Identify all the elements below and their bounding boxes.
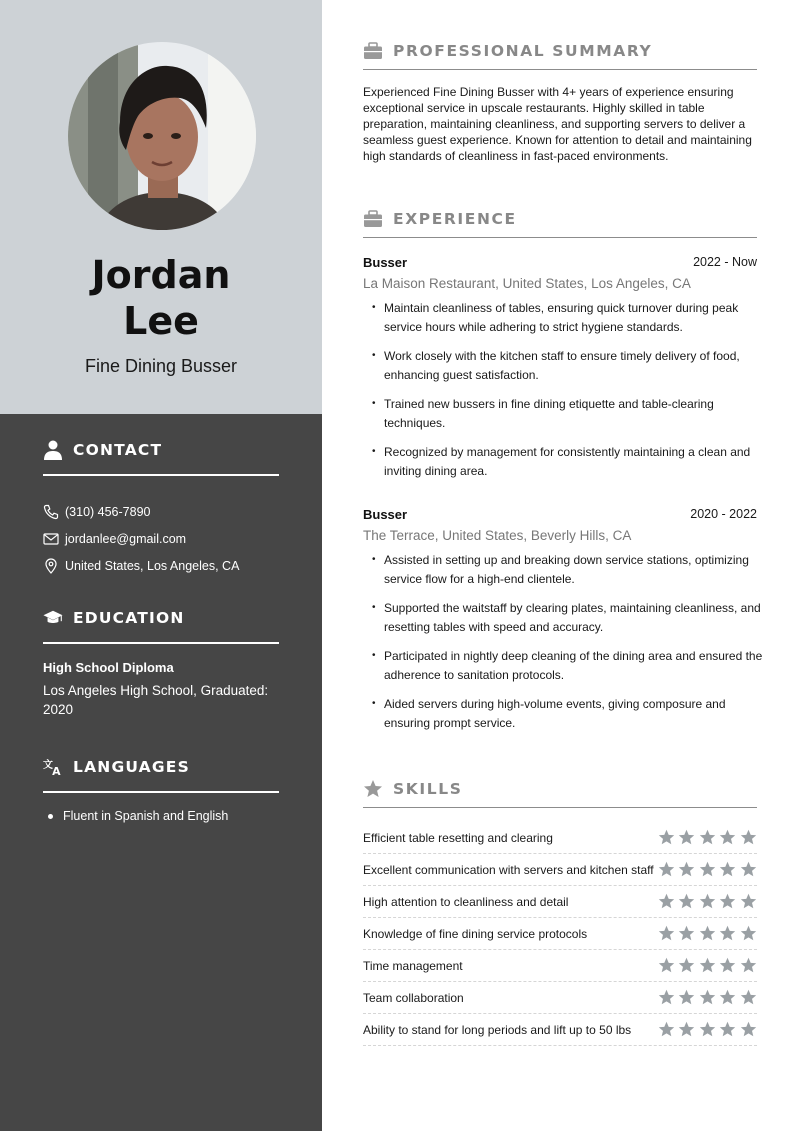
skill-rating	[654, 925, 757, 942]
skill-row	[363, 1014, 757, 1046]
translate-icon	[43, 757, 63, 777]
email-address: jordanlee@gmail.com	[65, 531, 187, 546]
rating-star-icon	[719, 861, 736, 878]
skill-name: Time management	[363, 958, 463, 973]
skills-section	[363, 778, 757, 1046]
job-entry	[363, 507, 769, 743]
rating-star-icon	[678, 829, 695, 846]
contact-phone[interactable]	[43, 498, 279, 525]
briefcase-icon	[363, 41, 383, 61]
job-company: La Maison Restaurant, United States, Los Angeles, CA	[363, 276, 691, 291]
experience-heading-title: EXPERIENCE	[393, 209, 517, 228]
contact-email[interactable]	[43, 525, 279, 552]
languages-heading	[43, 758, 279, 793]
rating-star-icon	[658, 957, 675, 974]
skill-name: High attention to cleanliness and detail	[363, 894, 569, 909]
skill-row	[363, 822, 757, 854]
skill-rating	[654, 1021, 757, 1038]
experience-heading	[363, 208, 757, 238]
rating-star-icon	[740, 957, 757, 974]
skills-list	[363, 822, 757, 1046]
education-heading-title: EDUCATION	[73, 609, 185, 627]
education-school: Los Angeles High School, Graduated: 2020	[43, 683, 269, 717]
job-bullet: • Maintain cleanliness of tables, ensuring quick turnover during peak service hours while adhering to strict hygiene standards.	[372, 301, 739, 334]
skill-name: Team collaboration	[363, 990, 464, 1005]
job-title: Fine Dining Busser	[84, 356, 238, 376]
rating-star-icon	[678, 925, 695, 942]
rating-star-icon	[699, 829, 716, 846]
skill-name: Excellent communication with servers and kitchen staff	[363, 862, 654, 877]
skill-row	[363, 918, 757, 950]
summary-section	[363, 40, 757, 164]
rating-star-icon	[678, 893, 695, 910]
job-bullet: • Work closely with the kitchen staff to ensure timely delivery of food, enhancing guest satisfaction.	[372, 349, 740, 382]
education-degree: High School Diploma	[43, 660, 174, 675]
contact-heading	[43, 441, 279, 476]
job-position: Busser	[363, 507, 408, 522]
briefcase-icon	[363, 209, 383, 229]
contact-heading-title: CONTACT	[73, 441, 163, 459]
skills-heading-title: SKILLS	[393, 779, 463, 798]
profile-header	[0, 0, 322, 414]
rating-star-icon	[699, 893, 716, 910]
skill-row	[363, 854, 757, 886]
job-position: Busser	[363, 255, 408, 270]
skill-rating	[654, 957, 757, 974]
rating-star-icon	[678, 861, 695, 878]
phone-number: (310) 456-7890	[65, 504, 151, 519]
first-name: Jordan	[91, 253, 231, 297]
svg-text:文: 文	[43, 759, 53, 771]
skill-row	[363, 886, 757, 918]
contact-location	[43, 552, 279, 579]
rating-star-icon	[699, 925, 716, 942]
rating-star-icon	[678, 1021, 695, 1038]
rating-star-icon	[719, 925, 736, 942]
languages-section	[43, 758, 279, 823]
summary-heading	[363, 40, 757, 70]
rating-star-icon	[658, 925, 675, 942]
sidebar	[0, 0, 322, 1131]
phone-icon	[43, 504, 59, 520]
rating-star-icon	[740, 1021, 757, 1038]
skill-name: Knowledge of fine dining service protocols	[363, 926, 588, 941]
skill-rating	[654, 893, 757, 910]
svg-text:A: A	[52, 765, 61, 777]
skill-name: Ability to stand for long periods and lift up to 50 lbs	[363, 1022, 632, 1037]
skill-rating	[654, 989, 757, 1006]
contact-section	[43, 441, 279, 579]
rating-star-icon	[719, 893, 736, 910]
job-bullet: • Trained new bussers in fine dining etiquette and table-clearing techniques.	[372, 397, 714, 430]
rating-star-icon	[678, 957, 695, 974]
rating-star-icon	[719, 1021, 736, 1038]
job-company: The Terrace, United States, Beverly Hills, CA	[363, 528, 632, 543]
rating-star-icon	[678, 989, 695, 1006]
summary-text: Experienced Fine Dining Busser with 4+ years of experience ensuring exceptional service in upscale restaurants. Highly skilled in table preparation, maintaining cleanliness, and supporting servers to deliver a seamless guest experience. Known for attention to detail and maintaining high standards of cleanliness in fast-paced environments.	[363, 85, 752, 163]
education-heading	[43, 609, 279, 644]
rating-star-icon	[658, 989, 675, 1006]
skill-name: Efficient table resetting and clearing	[363, 830, 553, 845]
job-dates: 2020 - 2022	[690, 507, 757, 521]
rating-star-icon	[740, 829, 757, 846]
rating-star-icon	[658, 1021, 675, 1038]
languages-heading-title: LANGUAGES	[73, 758, 190, 776]
last-name: Lee	[123, 299, 199, 343]
job-entry	[363, 255, 769, 491]
skill-row	[363, 982, 757, 1014]
person-icon	[43, 440, 63, 460]
language-item	[43, 809, 279, 823]
rating-star-icon	[658, 893, 675, 910]
skill-rating	[654, 861, 757, 878]
graduation-cap-icon	[43, 608, 63, 628]
star-icon	[363, 779, 383, 799]
rating-star-icon	[740, 861, 757, 878]
job-bullet: • Assisted in setting up and breaking down service stations, optimizing service flow for a high-end clientele.	[372, 553, 749, 586]
rating-star-icon	[699, 861, 716, 878]
experience-section	[363, 208, 757, 238]
skill-row	[363, 950, 757, 982]
rating-star-icon	[699, 989, 716, 1006]
education-section	[43, 609, 279, 719]
job-dates: 2022 - Now	[693, 255, 757, 269]
rating-star-icon	[740, 893, 757, 910]
location-pin-icon	[43, 558, 59, 574]
rating-star-icon	[699, 957, 716, 974]
skills-heading	[363, 778, 757, 808]
job-bullet: • Recognized by management for consistently maintaining a clean and inviting dining area.	[372, 445, 751, 478]
bullet-dot	[48, 814, 53, 819]
language-text: Fluent in Spanish and English	[63, 809, 229, 823]
rating-star-icon	[658, 829, 675, 846]
location-text: United States, Los Angeles, CA	[65, 558, 240, 573]
job-bullet: • Aided servers during high-volume events, giving composure and ensuring prompt service.	[372, 697, 726, 730]
mail-icon	[43, 531, 59, 547]
rating-star-icon	[719, 989, 736, 1006]
profile-name	[0, 252, 322, 344]
rating-star-icon	[740, 989, 757, 1006]
rating-star-icon	[719, 957, 736, 974]
skill-rating	[654, 829, 757, 846]
rating-star-icon	[740, 925, 757, 942]
rating-star-icon	[719, 829, 736, 846]
rating-star-icon	[658, 861, 675, 878]
job-bullet: • Supported the waitstaff by clearing plates, maintaining cleanliness, and resetting tables with speed and accuracy.	[372, 601, 761, 634]
summary-heading-title: PROFESSIONAL SUMMARY	[393, 41, 653, 60]
profile-photo	[68, 42, 256, 230]
rating-star-icon	[699, 1021, 716, 1038]
job-bullet: • Participated in nightly deep cleaning of the dining area and ensured the adherence to sanitation protocols.	[372, 649, 763, 682]
